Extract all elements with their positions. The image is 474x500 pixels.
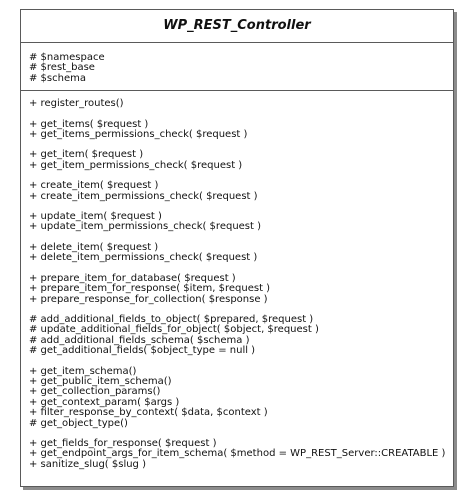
class-name: WP_REST_Controller [21, 10, 453, 43]
operation-group [29, 212, 445, 233]
operation: + update_item( $request ) [29, 211, 162, 223]
operation-group [29, 120, 445, 141]
operation: + sanitize_slug( $slug ) [29, 458, 146, 470]
attribute: # $rest_base [29, 62, 95, 74]
operation: # get_object_type() [29, 417, 128, 429]
operation: + get_public_item_schema() [29, 375, 172, 387]
operation: # update_additional_fields_for_object( $object, $request ) [29, 324, 319, 336]
operation: + get_item_permissions_check( $request ) [29, 159, 243, 171]
operation-group [29, 181, 445, 202]
operation: + prepare_response_for_collection( $response ) [29, 293, 268, 305]
operation-group [29, 439, 445, 470]
operation: + get_fields_for_response( $request ) [29, 437, 217, 449]
attribute: # $schema [29, 72, 86, 84]
operation: + prepare_item_for_database( $request ) [29, 272, 236, 284]
operation-group [29, 243, 445, 264]
operation: + delete_item( $request ) [29, 241, 159, 253]
operation: + get_context_param( $args ) [29, 396, 180, 408]
attribute: # $namespace [29, 52, 105, 63]
operation-group [29, 274, 445, 305]
operation: + get_endpoint_args_for_item_schema( $method = WP_REST_Server::CREATABLE ) [29, 448, 446, 460]
uml-class-box [20, 9, 454, 487]
operation-group [29, 315, 445, 357]
operation: + create_item( $request ) [29, 180, 159, 192]
operation: + create_item_permissions_check( $request ) [29, 190, 258, 202]
operation: + get_collection_params() [29, 386, 161, 398]
operation: # add_additional_fields_schema( $schema ) [29, 334, 250, 346]
operation-group [29, 150, 445, 171]
operation: + get_items_permissions_check( $request ) [29, 129, 248, 141]
operation: + register_routes() [29, 98, 124, 110]
operation-group [29, 367, 445, 429]
attributes-section [21, 43, 453, 91]
operation: + get_items( $request ) [29, 118, 149, 130]
operation-group [29, 99, 445, 109]
operation: # get_additional_fields( $object_type = null ) [29, 345, 256, 357]
operation: + filter_response_by_context( $data, $context ) [29, 407, 268, 419]
operation: # add_additional_fields_to_object( $prepared, $request ) [29, 313, 314, 325]
operation: + get_item( $request ) [29, 149, 144, 161]
operation: + update_item_permissions_check( $request ) [29, 221, 262, 233]
operation: + get_item_schema() [29, 365, 137, 377]
operation: + delete_item_permissions_check( $request ) [29, 252, 258, 264]
operation: + prepare_item_for_response( $item, $request ) [29, 283, 271, 295]
operations-section [21, 91, 453, 470]
